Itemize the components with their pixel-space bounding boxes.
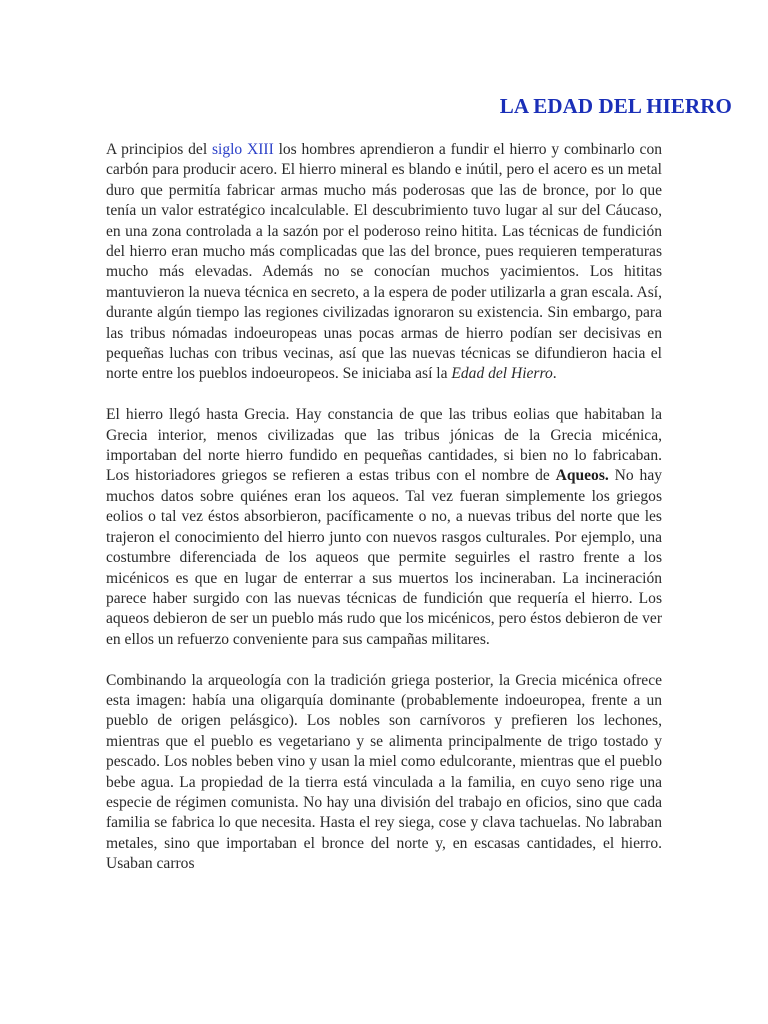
paragraph-1-text-a: A principios del (106, 141, 212, 158)
siglo-xiii-link[interactable]: siglo XIII (211, 141, 274, 158)
edad-del-hierro-emphasis: Edad del Hierro (451, 365, 553, 383)
article-body (106, 140, 662, 895)
paragraph-2-text-a: El hierro llegó hasta Grecia. Hay constancia de que las tribus eolias que habitaban la Grecia interior, menos civilizadas que las tribus jónicas de la Grecia micénica, importaban del norte hierro fundido en pequeñas cantidades, si bien no lo fabricaban. Los historiadores griegos se refieren a estas tribus con el nombre de (106, 406, 662, 485)
aqueos-bold: Aqueos. (555, 467, 609, 485)
paragraph-1-text-b: los hombres aprendieron a fundir el hierro y combinarlo con carbón para producir acero. El hierro mineral es blando e inútil, pero el acero es un metal duro que permitía fabricar armas mucho más poderosas que las de bronce, por lo que tenía un valor estratégico incalculable. El descubrimiento tuvo lugar al sur del Cáucaso, en una zona controlada a la sazón por el poderoso reino hitita. Las técnicas de fundición del hierro eran mucho más complicadas que las del bronce, pues requieren temperaturas mucho más elevadas. Además no se conocían muchos yacimientos. Los hititas mantuvieron la nueva técnica en secreto, a la espera de poder utilizarla a gran escala. Así, durante algún tiempo las regiones civilizadas ignoraron su existencia. Sin embargo, para las tribus nómadas indoeuropeas unas pocas armas de hierro podían ser decisivas en pequeñas luchas con tribus vecinas, así que las nuevas técnicas se difundieron hacia el norte entre los pueblos indoeuropeos. Se iniciaba así la (106, 141, 663, 383)
paragraph-2 (106, 405, 662, 650)
page-title: LA EDAD DEL HIERRO (499, 94, 732, 118)
paragraph-2-text-b: No hay muchos datos sobre quiénes eran los aqueos. Tal vez fueran simplemente los griegos eolios o tal vez éstos absorbieron, pacíficamente o no, a nuevas tribus del norte que les trajeron el conocimiento del hierro junto con nuevos rasgos culturales. Por ejemplo, una costumbre diferenciada de los aqueos que permite seguirles el rastro frente a los micénicos es que en lugar de enterrar a sus muertos los incineraban. La incineración parece haber surgido con las nuevas técnicas de fundición que requería el hierro. Los aqueos debieron de ser un pueblo más rudo que los micénicos, pero éstos debieron de ver en ellos un refuerzo conveniente para sus campañas militares. (106, 467, 662, 648)
paragraph-1 (106, 140, 662, 385)
paragraph-1-text-c: . (552, 365, 557, 383)
paragraph-3: Combinando la arqueología con la tradición griega posterior, la Grecia micénica ofrece esta imagen: había una oligarquía dominante (probablemente indoeuropea, frente a un pueblo de origen pelásgico). Los nobles son carnívoros y prefieren los lechones, mientras que el pueblo es vegetariano y se alimenta principalmente de trigo tostado y pescado. Los nobles beben vino y usan la miel como edulcorante, mientras que el pueblo bebe agua. La propiedad de la tierra está vinculada a la familia, en cuyo seno rige una especie de régimen comunista. No hay una división del trabajo en oficios, sino que cada familia se fabrica lo que necesita. Hasta el rey siega, cose y clava tachuelas. No labraban metales, sino que importaban el bronce del norte y, en escasas cantidades, el hierro. Usaban carros (106, 671, 662, 873)
